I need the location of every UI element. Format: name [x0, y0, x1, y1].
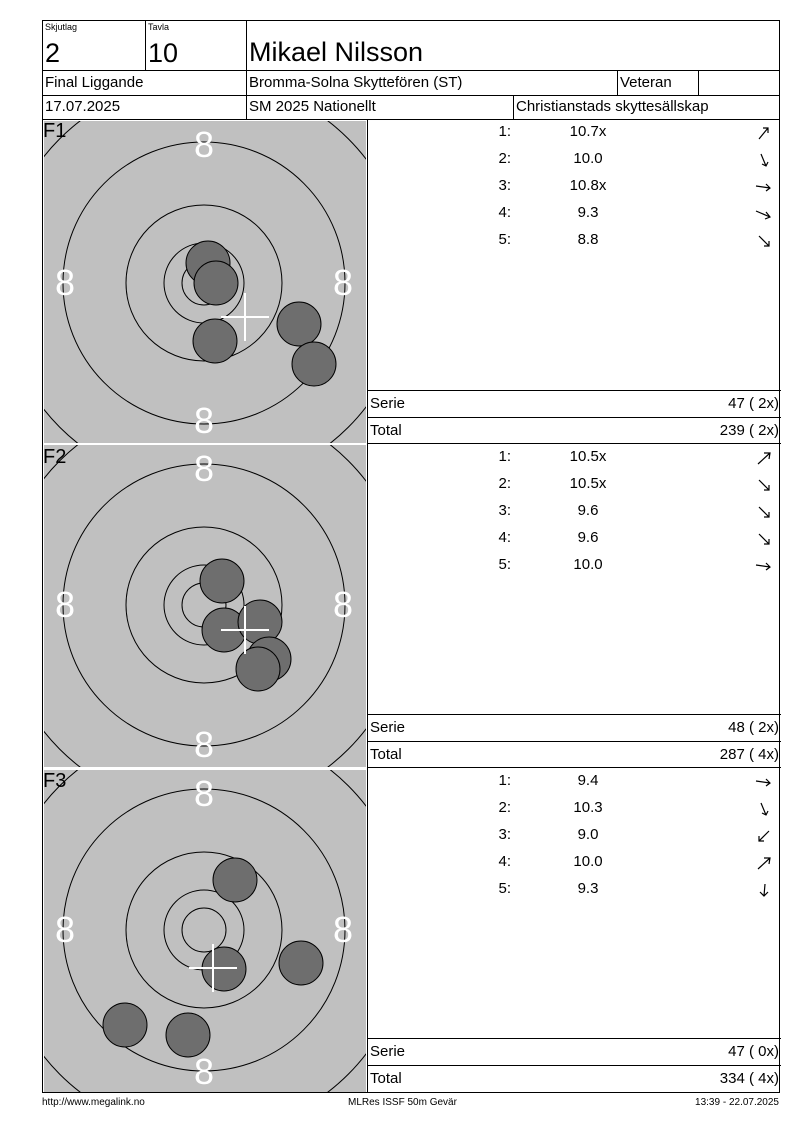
arrow-up-right-icon [756, 125, 772, 141]
footer-software: MLRes ISSF 50m Gevär [348, 1097, 457, 1108]
shot-score: 10.0 [573, 150, 603, 167]
arrow-right-icon [754, 558, 772, 574]
shot-score: 9.3 [577, 880, 599, 897]
shot-score: 10.3 [573, 799, 603, 816]
shot-score: 9.4 [577, 772, 599, 789]
target-f2 [44, 445, 366, 767]
shot-hole [277, 302, 321, 346]
shot-score: 9.6 [577, 502, 599, 519]
shot-number: 1: [498, 772, 511, 789]
shot-score: 10.0 [573, 556, 603, 573]
shot-hole [279, 941, 323, 985]
arrow-right-icon [754, 179, 772, 195]
shot-number: 2: [498, 475, 511, 492]
total-value: 287 ( 4x) [719, 746, 779, 763]
shot-number: 5: [498, 231, 511, 248]
arrow-right-icon [754, 774, 772, 790]
shot-number: 3: [498, 502, 511, 519]
shot-number: 1: [498, 448, 511, 465]
serie-row [368, 714, 781, 741]
shot-score: 10.7x [569, 123, 607, 140]
ring-number: 8 [54, 262, 76, 303]
shot-score: 10.8x [569, 177, 607, 194]
serie-label: Serie [370, 1043, 406, 1060]
arrow-down-right-icon [756, 233, 772, 249]
skjutlag-cell [42, 20, 146, 71]
competition-cell [246, 95, 514, 120]
shot-list-panel [367, 119, 780, 445]
footer-timestamp: 13:39 - 22.07.2025 [695, 1097, 779, 1108]
total-row [368, 417, 781, 444]
total-label: Total [370, 746, 402, 763]
arrow-up-right-icon [756, 855, 772, 871]
shooter-name: Mikael Nilsson [249, 37, 424, 67]
arrow-down-left-icon [756, 828, 772, 844]
shot-row [368, 204, 781, 224]
shot-hole [213, 858, 257, 902]
serie-label: Serie [370, 395, 406, 412]
shot-row [368, 448, 781, 468]
arrow-down-right-icon [756, 477, 772, 493]
ring-number: 8 [54, 909, 76, 950]
ring-number: 8 [54, 584, 76, 625]
shot-score: 10.0 [573, 853, 603, 870]
shot-number: 3: [498, 177, 511, 194]
shot-row [368, 826, 781, 846]
shot-number: 4: [498, 204, 511, 221]
club-cell [246, 70, 618, 96]
ring-number: 8 [332, 909, 354, 950]
skjutlag-value: 2 [45, 38, 61, 68]
shot-row [368, 853, 781, 873]
shot-number: 1: [498, 123, 511, 140]
skjutlag-label: Skjutlag [45, 22, 78, 32]
shot-row [368, 475, 781, 495]
series-label: F1 [43, 120, 67, 142]
organizer-cell [513, 95, 780, 120]
serie-row [368, 390, 781, 417]
ring-number: 8 [193, 773, 215, 814]
serie-value: 48 ( 2x) [728, 719, 779, 736]
ring-number: 8 [193, 724, 215, 765]
total-row [368, 1065, 781, 1092]
shot-score: 8.8 [577, 231, 599, 248]
arrow-down-right-icon [756, 531, 772, 547]
shot-row [368, 177, 781, 197]
arrow-right-down-icon [754, 206, 772, 222]
shot-number: 2: [498, 799, 511, 816]
shot-row [368, 150, 781, 170]
target-f1 [44, 121, 366, 443]
ring-number: 8 [193, 1051, 215, 1092]
date-cell [42, 95, 247, 120]
total-label: Total [370, 1070, 402, 1087]
target-f3 [44, 770, 366, 1092]
serie-value: 47 ( 0x) [728, 1043, 779, 1060]
shot-row [368, 556, 781, 576]
ring-number: 8 [332, 262, 354, 303]
competition-name: SM 2025 Nationellt [249, 98, 376, 115]
shot-hole [236, 647, 280, 691]
shot-score: 10.5x [569, 475, 607, 492]
shot-row [368, 799, 781, 819]
shot-hole [194, 261, 238, 305]
shot-number: 2: [498, 150, 511, 167]
shot-hole [292, 342, 336, 386]
serie-row [368, 1038, 781, 1065]
event-date: 17.07.2025 [45, 98, 121, 115]
ring-number: 8 [193, 448, 215, 489]
shot-score: 10.5x [569, 448, 607, 465]
shot-score: 9.6 [577, 529, 599, 546]
shot-hole [200, 559, 244, 603]
shot-row [368, 231, 781, 251]
organizer-name: Christianstads skyttesällskap [516, 98, 709, 115]
shot-list-panel [367, 444, 780, 769]
target-background [44, 445, 366, 767]
club-name: Bromma-Solna Skyttefören (ST) [249, 74, 463, 91]
shot-hole [103, 1003, 147, 1047]
arrow-down-right-icon [756, 801, 772, 817]
total-row [368, 741, 781, 768]
tavla-value: 10 [148, 38, 179, 68]
shot-number: 5: [498, 880, 511, 897]
series-label: F2 [43, 446, 67, 468]
arrow-down-right-icon [756, 152, 772, 168]
arrow-down-right-icon [756, 504, 772, 520]
total-value: 239 ( 2x) [719, 422, 779, 439]
ring-number: 8 [193, 400, 215, 441]
shot-hole [166, 1013, 210, 1057]
shooter-name-cell [246, 20, 780, 71]
event-name: Final Liggande [45, 74, 144, 91]
footer-url[interactable]: http://www.megalink.no [42, 1097, 145, 1108]
shooter-class: Veteran [620, 74, 672, 91]
series-label: F3 [43, 770, 67, 792]
shot-score: 9.0 [577, 826, 599, 843]
shot-row [368, 880, 781, 900]
shot-row [368, 502, 781, 522]
ring-number: 8 [332, 584, 354, 625]
shot-row [368, 529, 781, 549]
shot-number: 5: [498, 556, 511, 573]
event-cell [42, 70, 247, 96]
series-left-border [42, 119, 43, 1093]
shot-number: 4: [498, 853, 511, 870]
class-cell [617, 70, 699, 96]
arrow-down-icon [758, 882, 772, 898]
shot-hole [193, 319, 237, 363]
shot-row [368, 772, 781, 792]
total-label: Total [370, 422, 402, 439]
shot-row [368, 123, 781, 143]
tavla-label: Tavla [148, 22, 170, 32]
shot-score: 9.3 [577, 204, 599, 221]
empty-cell [698, 70, 780, 96]
arrow-up-right-icon [756, 450, 772, 466]
tavla-cell [145, 20, 247, 71]
ring-number: 8 [193, 124, 215, 165]
shot-number: 3: [498, 826, 511, 843]
shot-list-panel [367, 768, 780, 1093]
shot-number: 4: [498, 529, 511, 546]
total-value: 334 ( 4x) [719, 1070, 779, 1087]
serie-value: 47 ( 2x) [728, 395, 779, 412]
serie-label: Serie [370, 719, 406, 736]
